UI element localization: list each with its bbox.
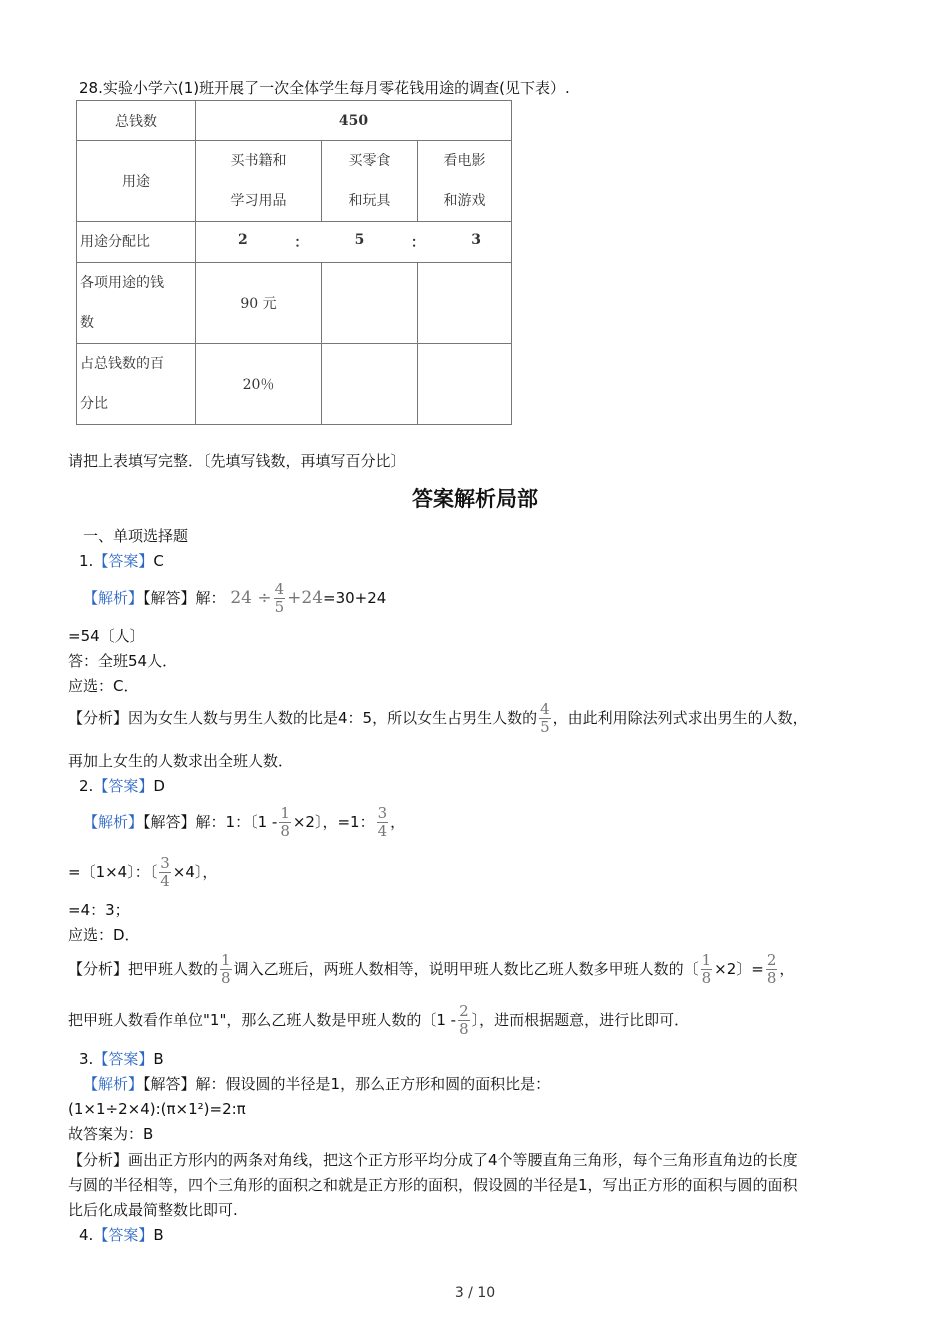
numerator: 2 <box>766 951 777 969</box>
question-number: 3. <box>79 1050 94 1068</box>
answer-tag: 【答案】 <box>93 1226 154 1244</box>
math-expr: 24 ÷ <box>230 588 272 608</box>
instruction-text: 请把上表填写完整．〔先填写钱数，再填写百分比〕 <box>68 452 406 470</box>
analysis-line: 与圆的半径相等，四个三角形的面积之和就是正方形的面积，假设圆的半径是1，写出正方形的面积与圆的面积 <box>68 1176 798 1194</box>
percent-blank[interactable] <box>322 344 418 425</box>
solution-line: 故答案为：B <box>68 1125 154 1143</box>
table-row <box>77 141 512 222</box>
usage-line: 买零食 <box>348 153 391 169</box>
section-heading: 一、单项选择题 <box>83 527 189 545</box>
numerator: 4 <box>274 580 285 598</box>
answer-value: B <box>153 1226 164 1244</box>
answer-value: B <box>153 1050 164 1068</box>
money-label-line: 各项用途的钱 <box>80 275 164 291</box>
ratio-part: 3 <box>471 232 481 248</box>
ratio-part: 2 <box>238 232 248 248</box>
math-expr: +24 <box>287 588 324 608</box>
ratio-colon: ： <box>410 235 425 251</box>
numerator: 3 <box>160 854 170 872</box>
solution-line: =54〔人〕 <box>68 627 145 645</box>
table-row <box>77 101 512 141</box>
table-row <box>77 222 512 263</box>
math-text: 1：〔1 - <box>225 813 278 831</box>
fraction <box>377 805 389 840</box>
fraction <box>279 805 291 840</box>
usage-line: 看电影 <box>443 153 486 169</box>
percent-blank[interactable] <box>418 344 512 425</box>
usage-cell <box>322 141 418 222</box>
denominator: 8 <box>459 1020 469 1038</box>
numerator: 1 <box>280 804 290 822</box>
denominator: 4 <box>160 872 170 890</box>
money-label-line: 数 <box>80 315 94 331</box>
answer-line-q4 <box>79 1225 164 1245</box>
usage-cell <box>196 141 322 222</box>
analysis-text: 调入乙班后，两班人数相等，说明甲班人数比乙班人数多甲班人数的〔 <box>233 960 699 978</box>
math-text: ×4〕， <box>172 863 218 881</box>
analysis-text: 画出正方形内的两条对角线，把这个正方形平均分成了4个等腰直角三角形，每个三角形直角边的长度 <box>128 1151 798 1169</box>
analysis-text: ×2〕= <box>714 960 764 978</box>
fraction <box>539 701 551 736</box>
solution-line <box>83 800 405 844</box>
solution-line: 应选：D． <box>68 926 140 944</box>
answer-line-q2 <box>79 776 165 796</box>
survey-table <box>76 100 512 425</box>
math-text: ×2〕，=1： <box>292 813 375 831</box>
table-row <box>77 344 512 425</box>
ratio-colon: ： <box>294 235 309 251</box>
percent-label-line: 占总钱数的百 <box>80 356 164 372</box>
solution-line: =4：3； <box>68 901 130 919</box>
solution-line <box>68 850 217 894</box>
fraction <box>766 952 778 987</box>
math-text: ， <box>390 813 406 831</box>
money-label <box>77 263 196 344</box>
fraction <box>458 1003 470 1038</box>
analysis-text: 把甲班人数看作单位"1"，那么乙班人数是甲班人数的〔1 - <box>68 1011 457 1029</box>
usage-cell <box>418 141 512 222</box>
denominator: 5 <box>540 718 550 736</box>
fenxi-tag: 【分析】 <box>68 1151 129 1169</box>
solution-line: (1×1÷2×4):(π×1²)=2:π <box>68 1100 246 1118</box>
question-number: 1. <box>79 552 94 570</box>
analysis-line <box>68 947 794 991</box>
page-number: 3 / 10 <box>454 1285 496 1301</box>
ratio-part: 5 <box>354 232 365 248</box>
percent-label <box>77 344 196 425</box>
math-text: =〔1×4〕：〔 <box>68 863 158 881</box>
analysis-line <box>68 998 689 1042</box>
total-value: 450 <box>196 101 512 141</box>
solution-text: 假设圆的半径是1，那么正方形和圆的面积比是： <box>225 1075 551 1093</box>
analysis-text: 因为女生人数与男生人数的比是4：5，所以女生占男生人数的 <box>128 709 538 727</box>
solution-line: 答：全班54人． <box>68 652 178 670</box>
table-row <box>77 263 512 344</box>
fraction <box>274 581 286 616</box>
numerator: 3 <box>377 804 388 822</box>
fraction <box>220 952 232 987</box>
denominator: 8 <box>280 822 290 840</box>
money-value: 90 元 <box>196 263 322 344</box>
answer-line-q3 <box>79 1049 164 1069</box>
analysis-tag: 【解析】 <box>83 1075 144 1093</box>
money-blank[interactable] <box>418 263 512 344</box>
numerator: 1 <box>221 951 231 969</box>
percent-label-line: 分比 <box>80 396 108 412</box>
answers-title: 答案解析局部 <box>412 487 538 511</box>
solution-tag: 【解答】解： <box>143 1075 226 1093</box>
math-result: =30+24 <box>323 589 387 607</box>
fenxi-tag: 【分析】 <box>68 709 129 727</box>
solution-line: 应选：C． <box>68 677 139 695</box>
analysis-text: ，由此利用除法列式求出男生的人数， <box>552 709 808 727</box>
fenxi-tag: 【分析】 <box>68 960 129 978</box>
solution-tag: 【解答】解： <box>143 589 226 607</box>
analysis-tag: 【解析】 <box>83 813 144 831</box>
usage-line: 学习用品 <box>230 193 287 209</box>
fraction <box>701 952 713 987</box>
answer-line-q1 <box>79 551 164 571</box>
denominator: 5 <box>274 598 285 616</box>
solution-line <box>83 580 386 616</box>
answer-tag: 【答案】 <box>93 1050 154 1068</box>
question-28-text: 28.实验小学六(1)班开展了一次全体学生每月零花钱用途的调查(见下表）. <box>79 79 570 97</box>
analysis-line <box>68 1150 798 1170</box>
answer-tag: 【答案】 <box>93 552 154 570</box>
analysis-text: 把甲班人数的 <box>128 960 219 978</box>
answer-value: D <box>153 777 165 795</box>
fraction <box>159 855 171 890</box>
denominator: 8 <box>701 969 712 987</box>
answer-value: C <box>153 552 164 570</box>
ratio-label: 用途分配比 <box>77 222 196 263</box>
percent-value: 20％ <box>196 344 322 425</box>
analysis-tag: 【解析】 <box>83 589 144 607</box>
analysis-line <box>68 698 808 738</box>
denominator: 4 <box>377 822 388 840</box>
ratio-values <box>196 232 511 252</box>
solution-tag: 【解答】解： <box>143 813 226 831</box>
solution-line <box>83 1074 550 1094</box>
denominator: 8 <box>766 969 777 987</box>
total-label: 总钱数 <box>77 101 196 141</box>
numerator: 1 <box>701 951 712 969</box>
money-blank[interactable] <box>322 263 418 344</box>
analysis-line: 再加上女生的人数求出全班人数． <box>68 752 294 770</box>
denominator: 8 <box>221 969 231 987</box>
usage-label: 用途 <box>77 141 196 222</box>
answer-tag: 【答案】 <box>93 777 154 795</box>
ratio-cell <box>196 222 512 263</box>
analysis-line: 比后化成最简整数比即可. <box>68 1201 238 1219</box>
usage-line: 和玩具 <box>348 193 391 209</box>
usage-line: 和游戏 <box>443 193 486 209</box>
numerator: 2 <box>459 1002 469 1020</box>
usage-line: 买书籍和 <box>230 153 287 169</box>
analysis-text: 〕，进而根据题意，进行比即可． <box>471 1011 690 1029</box>
numerator: 4 <box>540 700 550 718</box>
question-number: 2. <box>79 777 94 795</box>
question-number: 4. <box>79 1226 94 1244</box>
analysis-text: ， <box>779 960 795 978</box>
